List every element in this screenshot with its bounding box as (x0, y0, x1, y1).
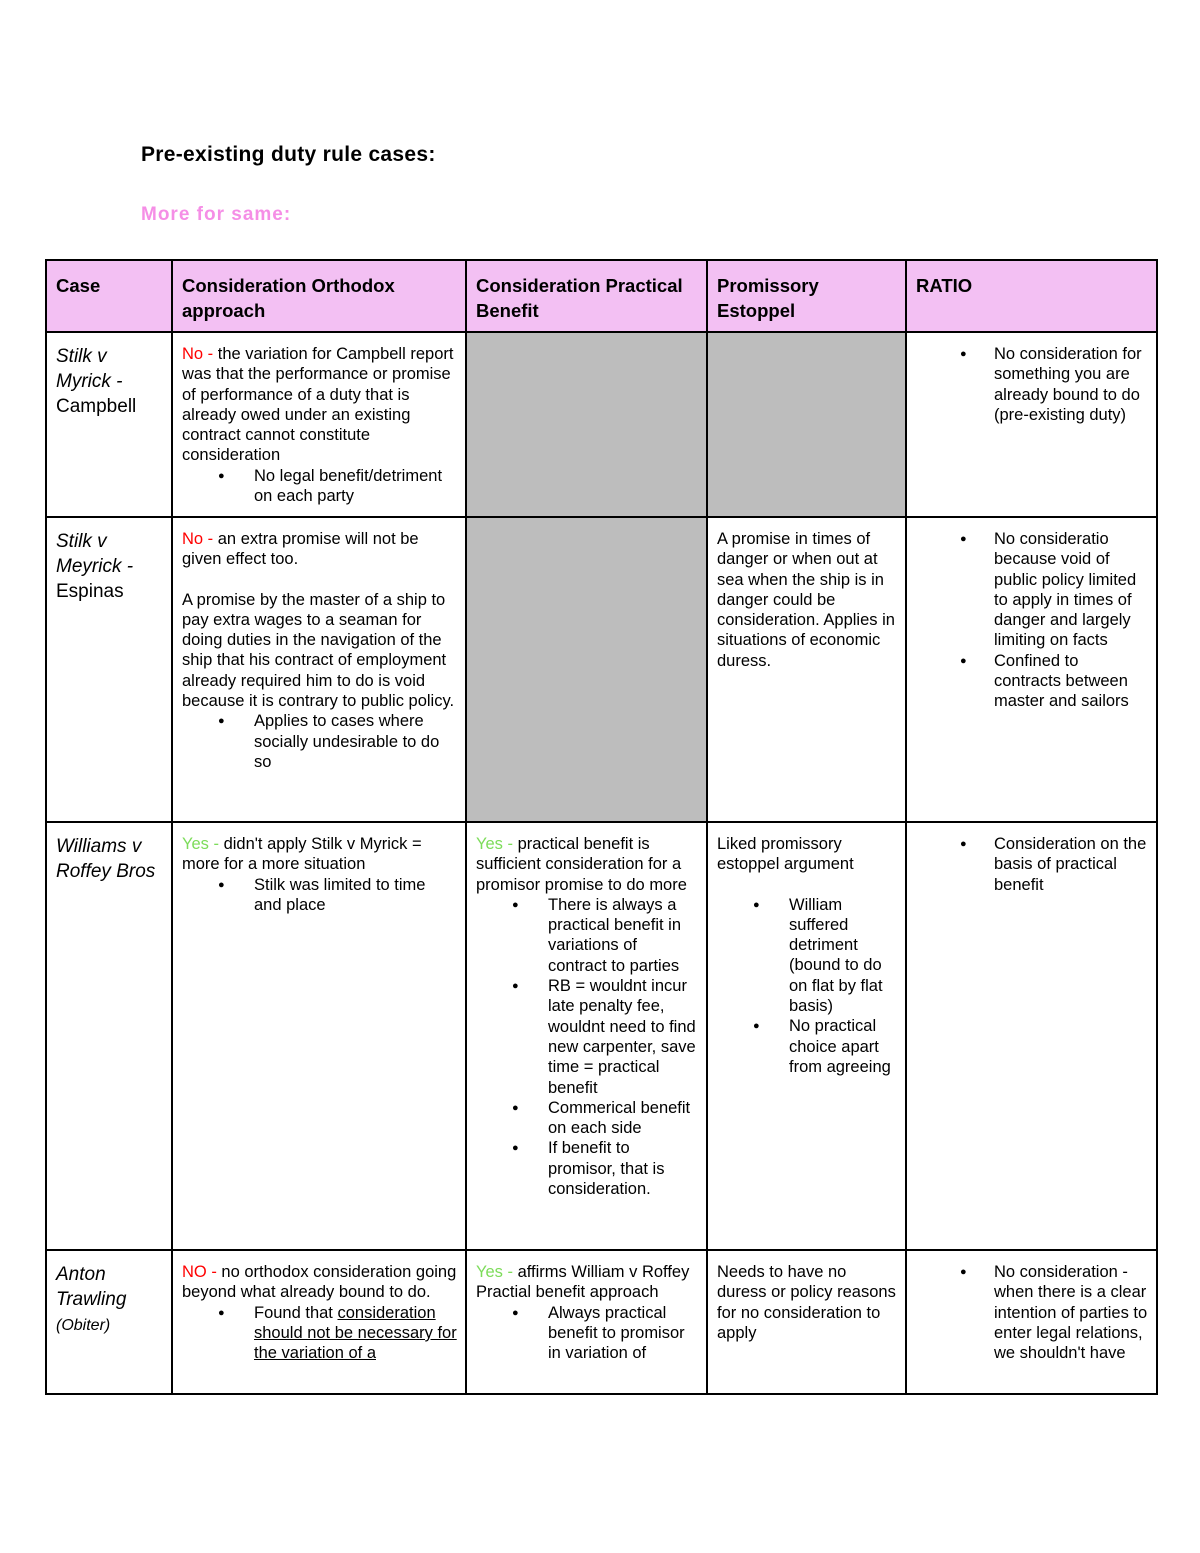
case-name: Stilk v Meyrick - (56, 531, 134, 577)
table-row (46, 822, 1157, 1250)
case-note: (Obiter) (56, 1317, 111, 1334)
verdict-tag: Yes - (476, 835, 513, 853)
header-promissory-estoppel: Promissory Estoppel (707, 260, 906, 332)
list-item: ● If benefit to promisor, that is consideration. (548, 1138, 698, 1199)
list-item: ● Consideration on the basis of practical benefit (994, 834, 1148, 895)
list-item: ● There is always a practical benefit in variations of contract to parties (548, 895, 698, 976)
orthodox-text: the variation for Campbell report was that the performance or promise of performance of a duty that is already owed under an existing contract cannot constitute consideration (182, 345, 454, 465)
practical-cell-empty (466, 517, 707, 822)
section-subtitle: More for same: (141, 204, 292, 225)
orthodox-text: no orthodox consideration going beyond what already bound to do. (182, 1263, 457, 1302)
verdict-tag: No - (182, 345, 214, 363)
ratio-bullets (914, 344, 1148, 425)
ratio-bullets (914, 834, 1148, 895)
list-item: ● No consideration for something you are already bound to do (pre-existing duty) (994, 344, 1148, 425)
practical-bullets (476, 895, 698, 1199)
estoppel-cell (707, 822, 906, 1250)
orthodox-paragraph: A promise by the master of a ship to pay extra wages to a seaman for doing duties in the navigation of the ship that his contract of employment already required him to do is void because it is contrary to public policy. (182, 590, 455, 711)
header-row (46, 260, 1157, 332)
verdict-tag: NO - (182, 1263, 217, 1281)
practical-cell (466, 822, 707, 1250)
estoppel-text: A promise in times of danger or when out at sea when the ship is in danger could be consideration. Applies in situations of economic duress. (717, 530, 895, 670)
orthodox-bullets (182, 1303, 457, 1364)
table-row (46, 517, 1157, 822)
bullet-lead: Found that (254, 1303, 338, 1322)
ratio-cell (906, 1250, 1157, 1394)
list-item: ● No legal benefit/detriment on each party (254, 466, 457, 507)
list-item: ● William suffered detriment (bound to do on flat by flat basis) (789, 895, 897, 1017)
estoppel-cell-empty (707, 332, 906, 517)
case-cell (46, 822, 172, 1250)
list-item: ● RB = wouldnt incur late penalty fee, wouldnt need to find new carpenter, save time = practical benefit (548, 976, 698, 1098)
case-cell (46, 332, 172, 517)
practical-cell (466, 1250, 707, 1394)
list-item: ● Always practical benefit to promisor in variation of (548, 1303, 698, 1364)
case-name: Williams v Roffey Bros (56, 836, 156, 882)
list-item (254, 1303, 457, 1364)
case-name: Anton Trawling (56, 1264, 127, 1310)
orthodox-cell (172, 1250, 466, 1394)
case-name: Stilk v Myrick - (56, 346, 123, 392)
orthodox-bullets (182, 466, 457, 507)
table-row (46, 1250, 1157, 1394)
list-item: ● Commerical benefit on each side (548, 1098, 698, 1139)
case-sub: Espinas (56, 581, 124, 602)
list-item: ● Applies to cases where socially undesirable to do so (254, 711, 457, 772)
practical-bullets (476, 1303, 698, 1364)
case-cell (46, 517, 172, 822)
orthodox-cell (172, 517, 466, 822)
practical-cell-empty (466, 332, 707, 517)
list-item: ● No practical choice apart from agreeing (789, 1016, 897, 1077)
ratio-cell (906, 822, 1157, 1250)
orthodox-bullets (182, 711, 457, 772)
list-item: ● No consideration - when there is a clear intention of parties to enter legal relations, we shouldn't have (994, 1262, 1148, 1363)
header-practical-benefit: Consideration Practical Benefit (466, 260, 707, 332)
verdict-tag: No - (182, 530, 214, 548)
estoppel-cell (707, 517, 906, 822)
ratio-bullets (914, 1262, 1148, 1363)
estoppel-bullets (717, 895, 897, 1078)
verdict-tag: Yes - (476, 1263, 513, 1281)
estoppel-cell (707, 1250, 906, 1394)
list-item: ● Confined to contracts between master and sailors (994, 651, 1148, 712)
ratio-bullets (914, 529, 1148, 712)
header-ratio: RATIO (906, 260, 1157, 332)
case-sub: Campbell (56, 396, 137, 417)
estoppel-text: Liked promissory estoppel argument (717, 835, 854, 874)
orthodox-cell (172, 822, 466, 1250)
underlined-text: consideration should not be necessary for the variation of a (254, 1303, 457, 1363)
header-orthodox: Consideration Orthodox approach (172, 260, 466, 332)
estoppel-text: Needs to have no duress or policy reasons for no consideration to apply (717, 1263, 896, 1342)
orthodox-text: an extra promise will not be given effect too. (182, 530, 419, 569)
page-title: Pre-existing duty rule cases: (141, 143, 436, 166)
case-cell (46, 1250, 172, 1394)
ratio-cell (906, 332, 1157, 517)
header-case: Case (46, 260, 172, 332)
ratio-cell (906, 517, 1157, 822)
list-item: ● Stilk was limited to time and place (254, 875, 457, 916)
practical-text: affirms William v Roffey Practial benefit approach (476, 1263, 690, 1302)
cases-table (45, 259, 1158, 1395)
verdict-tag: Yes - (182, 835, 219, 853)
orthodox-text: didn't apply Stilk v Myrick = more for a more situation (182, 835, 422, 874)
list-item: ● No consideratio because void of public policy limited to apply in times of danger and largely limiting on facts (994, 529, 1148, 651)
practical-text: practical benefit is sufficient consideration for a promisor promise to do more (476, 835, 687, 894)
orthodox-bullets (182, 875, 457, 916)
orthodox-cell (172, 332, 466, 517)
table-row (46, 332, 1157, 517)
